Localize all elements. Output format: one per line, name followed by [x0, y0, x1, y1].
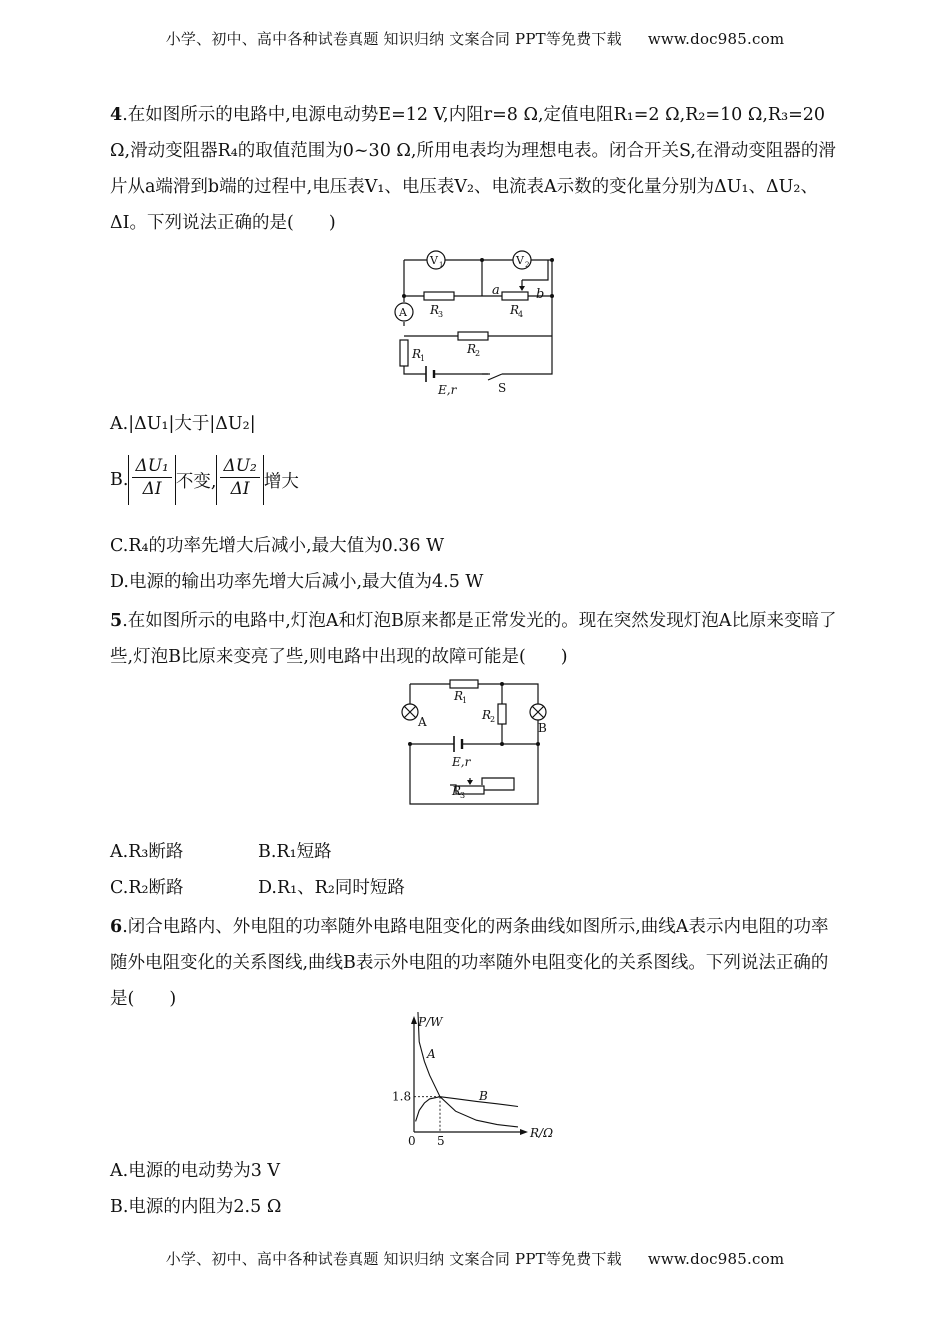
curve-a-label: A	[427, 1047, 436, 1061]
q5-option-c: C.R₂断路	[110, 878, 184, 898]
question-5	[110, 603, 845, 675]
q5-stem: .在如图所示的电路中,灯泡A和灯泡B原来都是正常发光的。现在突然发现灯泡A比原来变暗了些,灯泡B比原来变亮了些,则电路中出现的故障可能是( )	[110, 611, 837, 667]
x-tick-label: 5	[437, 1134, 445, 1148]
q4-b-abs2	[216, 455, 263, 505]
r1-resistor	[400, 340, 408, 366]
er-label: E,r	[438, 383, 457, 397]
v1-label: V	[430, 254, 438, 267]
footer-site: www.doc985.com	[647, 1250, 785, 1268]
footer-title: 小学、初中、高中各种试卷真题 知识归纳 文案合同 PPT等免费下载	[165, 1250, 622, 1268]
b-label: b	[536, 287, 545, 302]
q4-b-post: 增大	[263, 471, 299, 492]
y-axis-label: P/W	[418, 1015, 443, 1029]
q4-b-den1: ΔI	[142, 479, 162, 499]
r3-label: R	[430, 303, 440, 317]
lamp-a-label: A	[418, 715, 427, 729]
v1-sub: 1	[439, 261, 444, 269]
q4-b-abs1	[128, 455, 175, 505]
q6-stem: .闭合电路内、外电阻的功率随外电路电阻变化的两条曲线如图所示,曲线A表示内电阻的功率随外电阻变化的关系图线,曲线B表示外电阻的功率随外电阻变化的关系图线。下列说法正确的是( )	[110, 917, 829, 1009]
q5-r1-sub: 1	[462, 696, 468, 705]
q6-option-a: A.电源的电动势为3 V	[110, 1161, 281, 1181]
r2-sub: 2	[475, 349, 481, 358]
q5-r2-resistor	[498, 704, 506, 724]
r2-label: R	[467, 342, 477, 356]
curve-b	[416, 1097, 518, 1122]
r3-sub: 3	[438, 310, 444, 319]
q4-number: 4	[110, 105, 123, 125]
y-tick-label: 1.8	[392, 1089, 412, 1104]
r4-label: R	[510, 303, 520, 317]
curve-b-label: B	[479, 1089, 488, 1103]
v2-sub: 2	[525, 261, 530, 269]
question-4	[110, 97, 845, 241]
q6-option-b: B.电源的内阻为2.5 Ω	[110, 1197, 282, 1217]
q5-option-d: D.R₁、R₂同时短路	[258, 878, 405, 898]
q4-stem: .在如图所示的电路中,电源电动势E=12 V,内阻r=8 Ω,定值电阻R₁=2 Ω,R₂=10 Ω,R₃=20 Ω,滑动变阻器R₄的取值范围为0~30 Ω,所用电表均为理想电表。闭合开关S,在滑动变阻器的滑片从a端滑到b端的过程中,电压表V₁、电压表V₂、电流表A示数的变化量分别为ΔU₁、ΔU₂、ΔI。下列说法正确的是( )	[110, 105, 836, 233]
q5-option-a: A.R₃断路	[110, 842, 184, 862]
q5-r3-label: R	[452, 784, 462, 798]
switch-label: S	[498, 381, 507, 395]
q4-b-mid: 不变,	[175, 471, 217, 492]
x-axis-label: R/Ω	[530, 1126, 554, 1140]
ammeter-label: A	[399, 306, 407, 319]
header-site: www.doc985.com	[647, 30, 785, 48]
q5-number: 5	[110, 611, 123, 631]
curve-a	[416, 1012, 518, 1127]
page-header	[0, 28, 950, 49]
question-6	[110, 909, 845, 1017]
q5-r1-label: R	[454, 689, 464, 703]
q4-b-num1: ΔU₁	[132, 455, 171, 478]
q4-b-den2: ΔI	[230, 479, 250, 499]
r4-sub: 4	[518, 310, 524, 319]
q5-r2-sub: 2	[490, 715, 496, 724]
q4-option-b	[110, 452, 299, 508]
lamp-b-label: B	[538, 721, 547, 735]
q5-r3-sub: 3	[460, 791, 466, 800]
q4-b-frac1	[132, 455, 171, 500]
a-label: a	[492, 283, 500, 298]
r1-label: R	[412, 347, 422, 361]
q5-circuit-figure	[396, 674, 556, 810]
q6-power-chart	[386, 1012, 566, 1152]
q6-number: 6	[110, 917, 123, 937]
r4-resistor	[502, 292, 528, 300]
header-title: 小学、初中、高中各种试卷真题 知识归纳 文案合同 PPT等免费下载	[165, 30, 622, 48]
origin-label: 0	[408, 1134, 416, 1148]
q4-b-num2: ΔU₂	[220, 455, 259, 478]
q4-circuit-figure	[380, 244, 570, 400]
r2-resistor	[458, 332, 488, 340]
q4-b-prefix: B.	[110, 470, 129, 490]
page-footer	[0, 1248, 950, 1269]
r1-sub: 1	[420, 354, 426, 363]
r3-resistor	[424, 292, 454, 300]
q4-option-a: A.|ΔU₁|大于|ΔU₂|	[110, 414, 256, 434]
q5-r1-resistor	[450, 680, 478, 688]
q5-option-b: B.R₁短路	[258, 842, 332, 862]
q4-option-c: C.R₄的功率先增大后减小,最大值为0.36 W	[110, 536, 445, 556]
q4-b-frac2	[220, 455, 259, 500]
q5-r2-label: R	[482, 708, 492, 722]
q5-er-label: E,r	[452, 755, 471, 769]
q4-option-d: D.电源的输出功率先增大后减小,最大值为4.5 W	[110, 572, 484, 592]
v2-label: V	[516, 254, 524, 267]
